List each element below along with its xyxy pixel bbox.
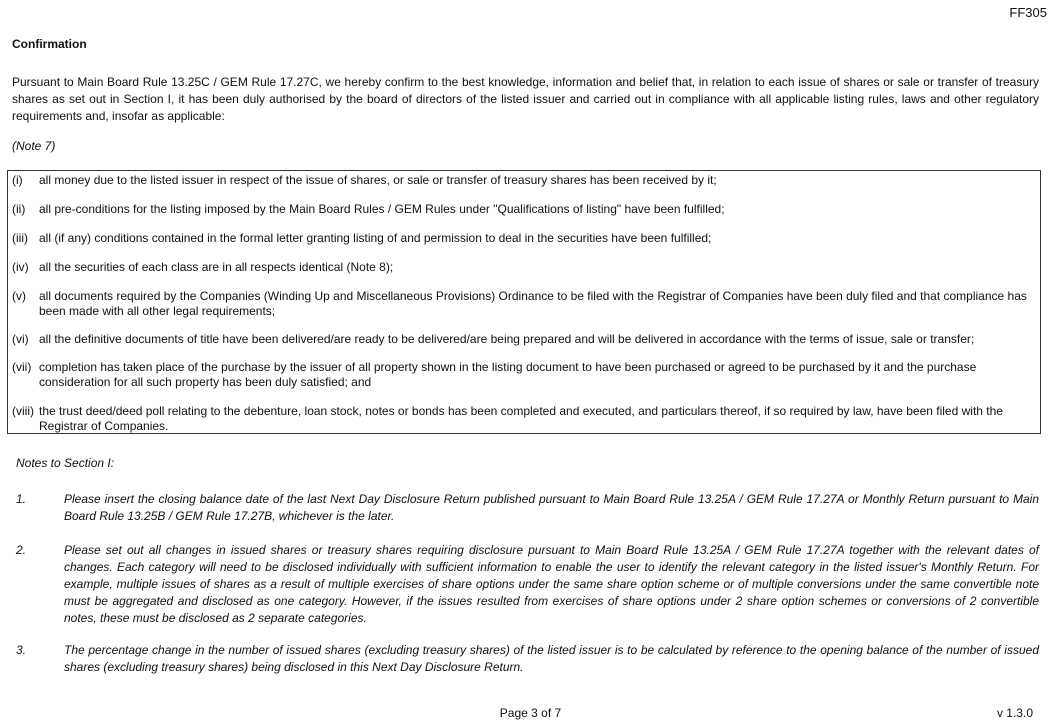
condition-text: all money due to the listed issuer in respect of the issue of shares, or sale or transfer of treasury shares has been received by it; — [39, 173, 717, 187]
condition-item — [12, 231, 1034, 246]
condition-number: (iii) — [12, 231, 28, 245]
condition-number: (iv) — [12, 260, 29, 274]
note-number: 3. — [16, 643, 27, 657]
notes-heading: Notes to Section I: — [16, 456, 115, 470]
condition-number: (i) — [12, 173, 23, 187]
condition-item — [12, 404, 1034, 434]
note-reference: (Note 7) — [12, 139, 56, 153]
condition-item — [12, 202, 1034, 217]
condition-number: (viii) — [12, 404, 34, 418]
note-text: Please set out all changes in issued shares or treasury shares requiring disclosure pursuant to Main Board Rule 13.25A / GEM Rule 17.27A together with the relevant dates of changes. Each category will need to be disclosed individually with sufficient information to enable the user to identify the relevant category in the listed issuer's Monthly Return. For example, multiple issues of shares as a result of multiple exercises of share options under the same share option scheme or of multiple conversions under the same convertible note must be aggregated and disclosed as one category. However, if the issues resulted from exercises of share options under 2 share option schemes or conversions of 2 convertible notes, these must be disclosed as 2 separate categories. — [64, 543, 1039, 625]
condition-number: (vii) — [12, 360, 32, 374]
section-title: Confirmation — [12, 37, 87, 51]
condition-text: all the securities of each class are in all respects identical (Note 8); — [39, 260, 394, 274]
note-number: 1. — [16, 492, 27, 506]
note-item — [16, 491, 1039, 525]
condition-text: the trust deed/deed poll relating to the debenture, loan stock, notes or bonds has been completed and executed, and particulars thereof, if so required by law, have been filed with the Registrar of Companies. — [39, 404, 1003, 433]
condition-number: (vi) — [12, 332, 29, 346]
page-number: Page 3 of 7 — [499, 706, 562, 720]
version-label: v 1.3.0 — [996, 706, 1033, 720]
condition-text: completion has taken place of the purchase by the issuer of all property shown in the listing document to have been purchased or agreed to be purchased by it and the purchase consideration for all such property has been duly satisfied; and — [39, 360, 977, 389]
condition-number: (v) — [12, 289, 26, 303]
note-text: Please insert the closing balance date of the last Next Day Disclosure Return published pursuant to Main Board Rule 13.25A / GEM Rule 17.27A or Monthly Return pursuant to Main Board Rule 13.25B / GEM Rule 17.27B, whichever is the later. — [64, 492, 1039, 523]
condition-text: all documents required by the Companies (Winding Up and Miscellaneous Provisions) Ordinance to be filed with the Registrar of Companies have been duly filed and that compliance has been made with all other legal requirements; — [39, 289, 1027, 318]
condition-item — [12, 173, 1034, 188]
condition-item — [12, 260, 1034, 275]
note-item — [16, 642, 1039, 676]
condition-item — [12, 332, 1034, 347]
confirmation-intro: Pursuant to Main Board Rule 13.25C / GEM Rule 17.27C, we hereby confirm to the best knowledge, information and belief that, in relation to each issue of shares or sale or transfer of treasury shares as set out in Section I, it has been duly authorised by the board of directors of the listed issuer and carried out in compliance with all applicable listing rules, laws and other regulatory requirements and, insofar as applicable: — [12, 75, 1039, 123]
form-code: FF305 — [1009, 5, 1047, 20]
note-number: 2. — [16, 543, 27, 557]
condition-text: all (if any) conditions contained in the formal letter granting listing of and permission to deal in the securities have been fulfilled; — [39, 231, 712, 245]
condition-item — [12, 289, 1034, 319]
condition-text: all the definitive documents of title have been delivered/are ready to be delivered/are being prepared and will be delivered in accordance with the terms of issue, sale or transfer; — [39, 332, 975, 346]
condition-text: all pre-conditions for the listing imposed by the Main Board Rules / GEM Rules under "Qualifications of listing" have been fulfilled; — [39, 202, 725, 216]
condition-number: (ii) — [12, 202, 26, 216]
condition-item — [12, 360, 1034, 390]
conditions-box — [7, 170, 1041, 434]
note-item — [16, 542, 1039, 627]
note-text: The percentage change in the number of issued shares (excluding treasury shares) of the listed issuer is to be calculated by reference to the opening balance of the number of issued shares (excluding treasury shares) being disclosed in this Next Day Disclosure Return. — [64, 643, 1039, 674]
